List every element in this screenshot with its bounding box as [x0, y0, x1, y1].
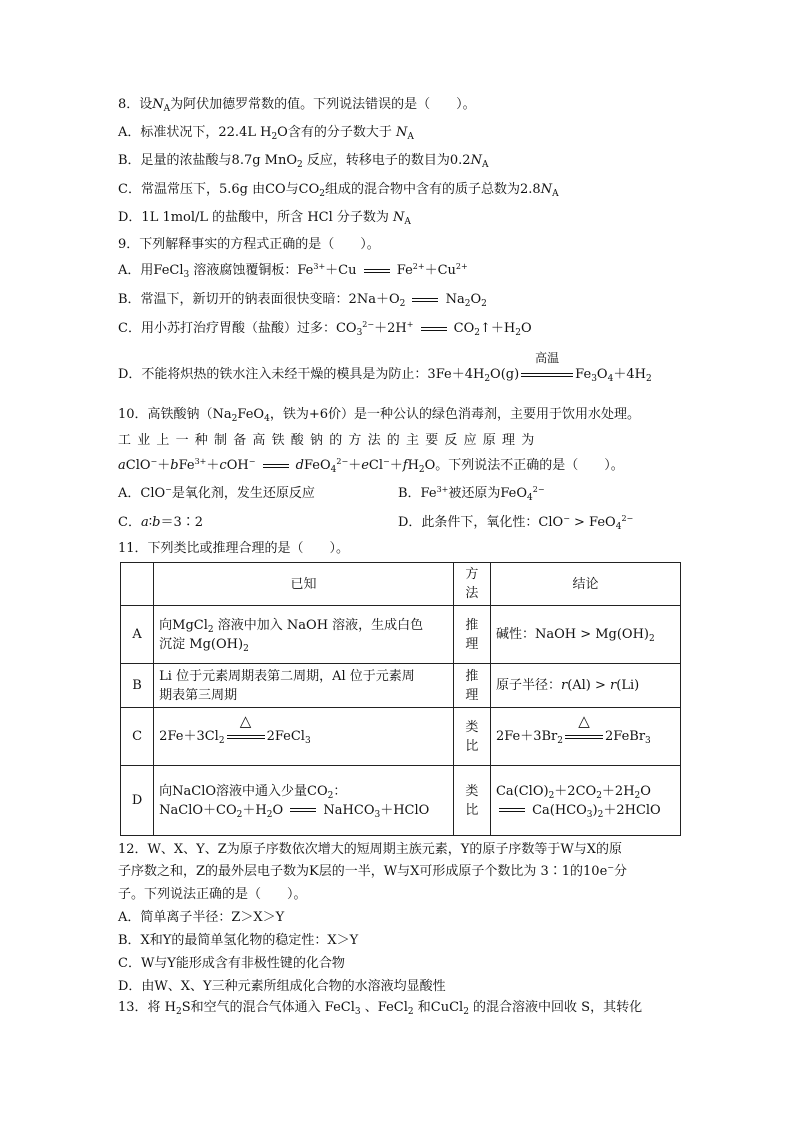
q11-stem: 11．下列类比或推理合理的是（ ）。 — [118, 541, 350, 556]
row-conclusion: 原子半径：r(Al) > r(Li) — [490, 664, 680, 708]
q8-option-b: B．足量的浓盐酸与8.7g MnO$_2$ 反应，转移电子的数目为$0.2N_A$ — [118, 153, 489, 170]
row-option: C — [121, 708, 154, 766]
q10-option-d: D．此条件下，氧化性：ClO− > FeO$_4^{2-}$ — [398, 514, 634, 532]
q9-option-b: B．常温下，新切开的钠表面很快变暗：$2Na+O_2$ $Na_2O_2$ — [118, 292, 487, 309]
q8-option-c: C．常温常压下，5.6g 由CO与$CO_2$组成的混合物中含有的质子总数为$2.8N_A$ — [118, 182, 559, 199]
q12-option-c: C．W与Y能形成含有非极性键的化合物 — [118, 956, 345, 971]
q9-option-c: C．用小苏打治疗胃酸（盐酸）过多：$CO_3^{2-}+2H^+$ $CO_2↑+H_2O$ — [118, 320, 532, 338]
q12-line3: 子。下列说法正确的是（ ）。 — [118, 887, 307, 902]
row-known: $2Fe+3Cl_2$ △ 2FeCl$_3$ — [154, 708, 454, 766]
header-option — [121, 563, 154, 606]
q8-option-a: A．标准状况下，22.4L $H_2O$含有的分子数大于 $N_A$ — [118, 125, 414, 142]
q10-line2: 工业上一种制备高铁酸钠的方法的主要反应原理为 — [118, 433, 541, 448]
table-row — [121, 708, 681, 766]
row-known: Li 位于元素周期表第二周期，Al 位于元素周 期表第三周期 — [154, 664, 454, 708]
table-row — [121, 766, 681, 836]
q9-stem: 9．下列解释事实的方程式正确的是（ ）。 — [118, 237, 380, 252]
q10-option-c: C．a∶b＝3∶2 — [118, 515, 203, 530]
row-method: 推 理 — [453, 606, 490, 664]
row-method: 类 比 — [453, 766, 490, 836]
q10-line3: aClO−＋bFe$^{3+}$＋cOH− $dFeO_4^{2-}+eCl^-+fH_2O$。下列说法不正确的是（ ）。 — [118, 457, 624, 475]
q13-line1: 13．将 $H_2S$和空气的混合气体通入 FeCl$_3$ 、FeCl$_2$ 和CuCl$_2$ 的混合溶液中回收 S，其转化 — [118, 1000, 643, 1017]
row-option: B — [121, 664, 154, 708]
q9-option-d: D．不能将炽热的铁水注入未经干燥的模具是为防止：$3Fe+4H_2O(g)$ 高温 $Fe_3O_4+4H_2$ — [118, 351, 652, 384]
q12-option-a: A．简单离子半径：Z＞X＞Y — [118, 910, 285, 925]
row-method: 类 比 — [453, 708, 490, 766]
table-row — [121, 606, 681, 664]
q12-line2: 子序数之和，Z的最外层电子数为K层的一半，W与X可形成原子个数比为 3∶1的10e−分 — [118, 863, 627, 879]
row-option: A — [121, 606, 154, 664]
q11-table — [120, 562, 681, 836]
q12-line1: 12．W、X、Y、Z为原子序数依次增大的短周期主族元素，Y的原子序数等于W与X的原 — [118, 842, 622, 857]
row-conclusion: $2Fe+3Br_2$ △ 2FeBr$_3$ — [490, 708, 680, 766]
header-known: 已知 — [154, 563, 454, 606]
row-method: 推 理 — [453, 664, 490, 708]
q10-line1: 10．高铁酸钠（$Na_2FeO_4$，铁为+6价）是一种公认的绿色消毒剂，主要用于饮用水处理。 — [118, 407, 640, 424]
row-option: D — [121, 766, 154, 836]
row-conclusion: $Ca(ClO)_2+2CO_2+2H_2O$ $Ca(HCO_3)_2+2HClO$ — [490, 766, 680, 836]
row-known: 向MgCl$_2$ 溶液中加入 NaOH 溶液，生成白色 沉淀 $Mg(OH)_2$ — [154, 606, 454, 664]
table-header-row — [121, 563, 681, 606]
row-known: 向NaClO溶液中通入少量$CO_2$： $NaClO+CO_2+H_2O$ NaHCO$_3$＋HClO — [154, 766, 454, 836]
q10-option-b: B．$Fe^{3+}$被还原为FeO$_4^{2-}$ — [398, 485, 545, 503]
q10-option-a: A．ClO−是氧化剂，发生还原反应 — [118, 485, 315, 501]
q8-stem: 8．设$N_A$为阿伏加德罗常数的值。下列说法错误的是（ ）。 — [118, 97, 476, 114]
table-row — [121, 664, 681, 708]
header-conclusion: 结论 — [490, 563, 680, 606]
q12-option-d: D．由W、X、Y三种元素所组成化合物的水溶液均显酸性 — [118, 979, 446, 994]
header-method: 方 法 — [453, 563, 490, 606]
q12-option-b: B．X和Y的最简单氢化物的稳定性：X＞Y — [118, 933, 359, 948]
row-conclusion: 碱性：NaOH > $Mg(OH)_2$ — [490, 606, 680, 664]
q8-option-d: D．1L 1mol/L 的盐酸中，所含 HCl 分子数为 $N_A$ — [118, 210, 411, 227]
q9-option-a: A．用FeCl$_3$ 溶液腐蚀覆铜板：$Fe^{3+}+Cu$ $Fe^{2+}+Cu^{2+}$ — [118, 262, 468, 280]
